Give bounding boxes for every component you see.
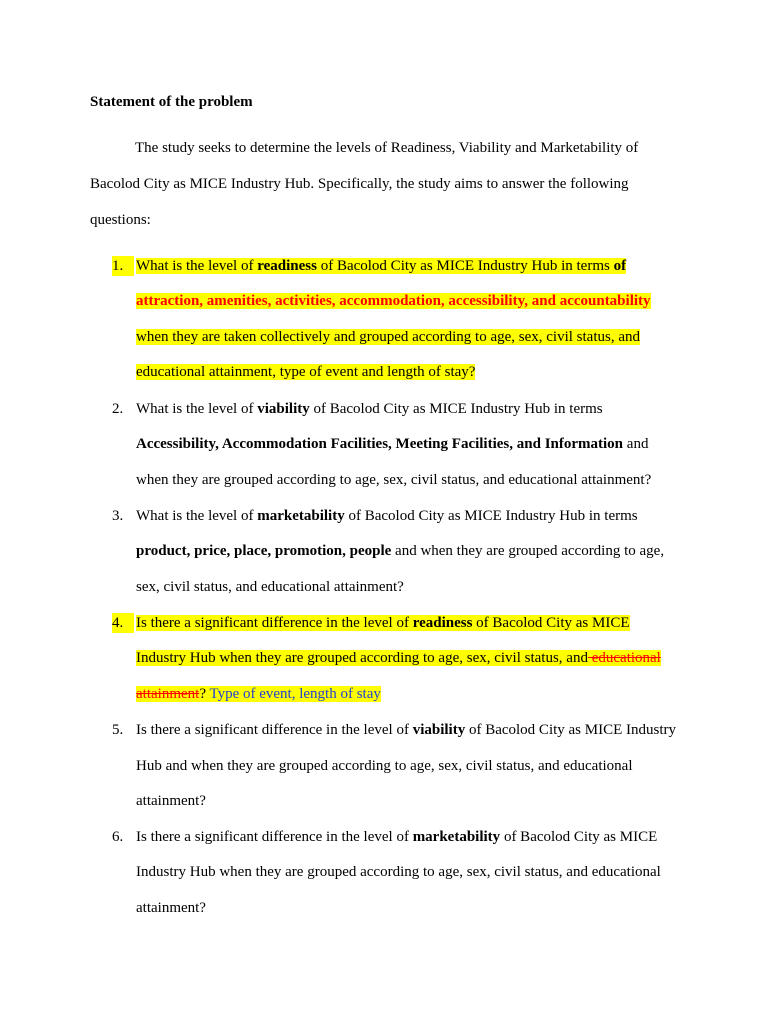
list-item-number: 5. [112,722,124,738]
list-item-line: Accessibility, Accommodation Facilities, Meeting Facilities, and Information and [136,436,649,452]
list-item-line: when they are grouped according to age, sex, civil status, and educational attainment? [136,472,652,488]
list-item-line: Industry Hub when they are grouped according to age, sex, civil status, and educational [136,864,661,880]
list-item-line: What is the level of viability of Bacolod City as MICE Industry Hub in terms [136,401,603,417]
deleted-text: attainment [136,686,200,702]
list-item-line: when they are taken collectively and grouped according to age, sex, civil status, and [136,329,640,345]
list-item-line: Industry Hub when they are grouped according to age, sex, civil status, and educational [136,650,661,666]
list-item-number: 6. [112,829,124,845]
list-item-line: attraction, amenities, activities, accommodation, accessibility, and accountability [136,293,651,309]
list-item-number: 2. [112,401,124,417]
list-item-number: 3. [112,508,124,524]
list-item-line: What is the level of marketability of Bacolod City as MICE Industry Hub in terms [136,508,638,524]
list-item-line: sex, civil status, and educational attainment? [136,579,404,595]
inserted-text: Type of event, length of stay [205,686,381,702]
intro-line-2: Bacolod City as MICE Industry Hub. Specifically, the study aims to answer the following [90,176,629,192]
list-item-line: Is there a significant difference in the level of viability of Bacolod City as MICE Industry [136,722,677,738]
list-item-line: Hub and when they are grouped according to age, sex, civil status, and educational [136,758,633,774]
list-item-line: educational attainment, type of event and length of stay? [136,364,476,380]
list-item-line: attainment? Type of event, length of stay [136,686,381,702]
list-item-number: 1. [112,256,134,276]
list-item-line: Is there a significant difference in the level of marketability of Bacolod City as MICE [136,829,658,845]
list-item-line: attainment? [136,793,206,809]
intro-line-3: questions: [90,212,151,228]
intro-line-1: The study seeks to determine the levels of Readiness, Viability and Marketability of [135,140,639,156]
list-item-line: product, price, place, promotion, people and when they are grouped according to age, [136,543,665,559]
list-item-line: Is there a significant difference in the level of readiness of Bacolod City as MICE [136,615,630,631]
deleted-text: educational [587,650,661,666]
list-item-number: 4. [112,613,134,633]
intro-paragraph [90,130,680,238]
list-item-line: What is the level of readiness of Bacolod City as MICE Industry Hub in terms of [136,258,627,274]
section-heading: Statement of the problem [90,94,253,110]
list-item-line: attainment? [136,900,206,916]
